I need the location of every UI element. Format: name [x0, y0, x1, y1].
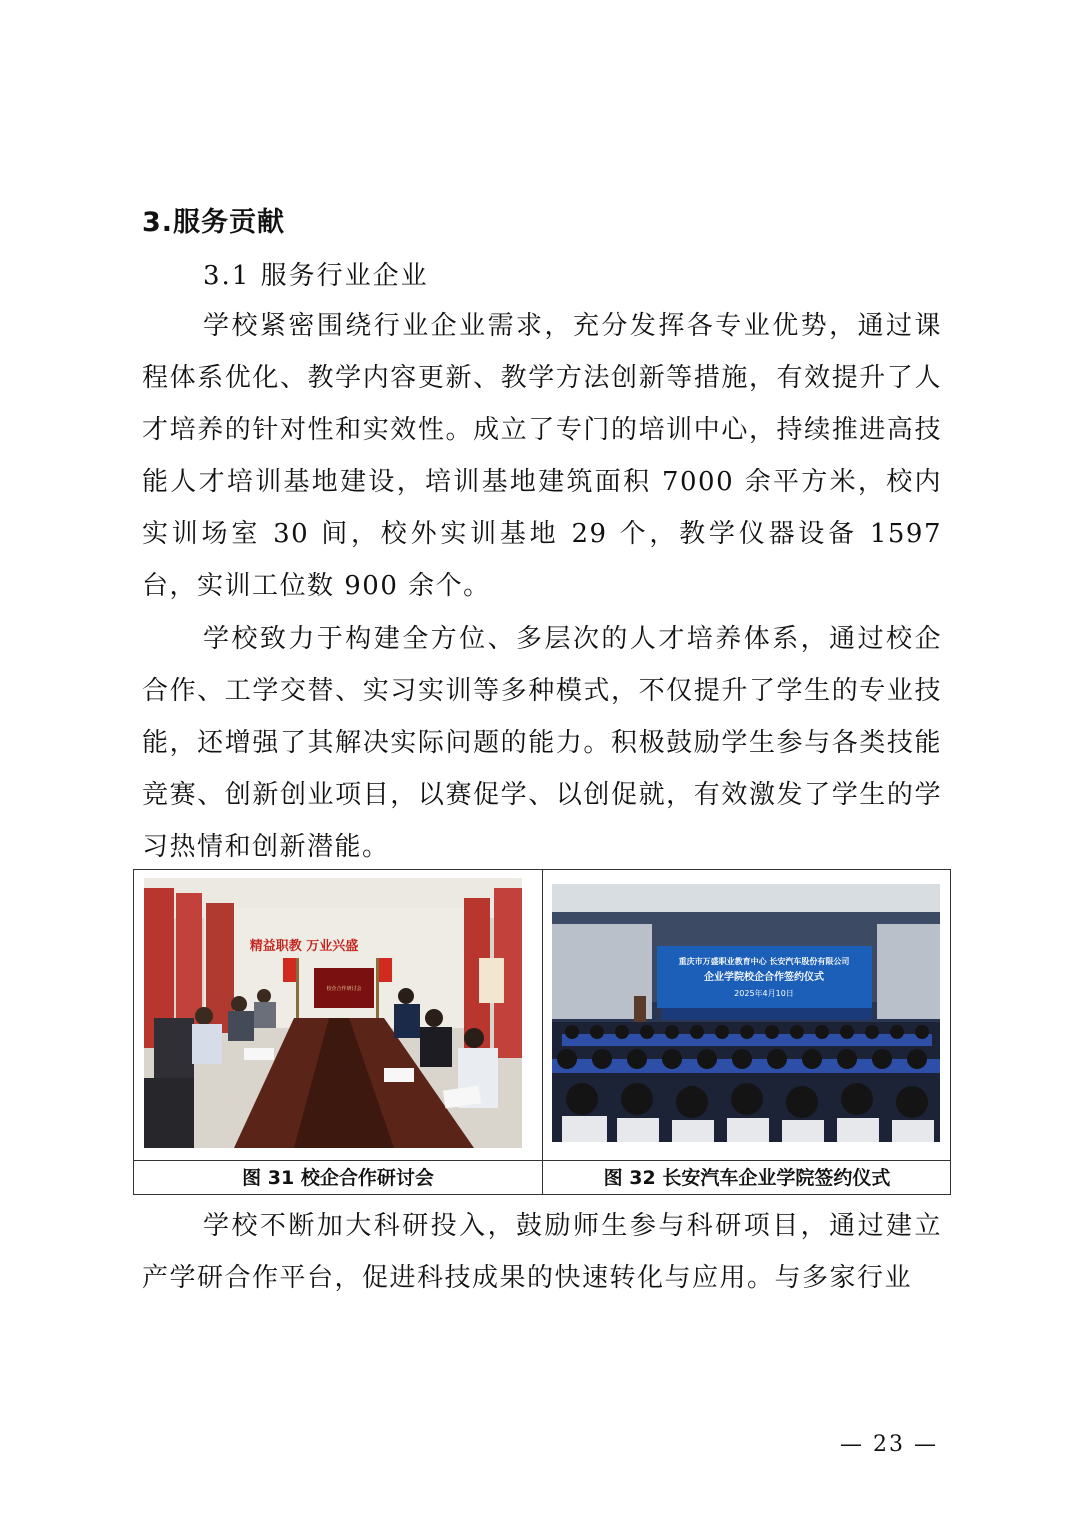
screen-text: 校企合作研讨会: [326, 986, 362, 992]
ceremony-screen-line2: 企业学院校企合作签约仪式: [704, 972, 824, 983]
figure-table: [133, 869, 951, 1195]
subsection-heading: 3.1 服务行业企业: [203, 261, 429, 291]
banner-text: 精益职教 万业兴盛: [249, 939, 359, 954]
ceremony-screen-line1: 重庆市万盛职业教育中心 长安汽车股份有限公司: [678, 957, 850, 966]
ceremony-screen-line3: 2025年4月10日: [734, 989, 794, 998]
paragraph-research: 学校不断加大科研投入，鼓励师生参与科研项目，通过建立产学研合作平台，促进科技成果的快速转化与应用。与多家行业: [142, 1211, 942, 1293]
ceremony-photo: [552, 884, 940, 1142]
paragraph-talent-system: 学校致力于构建全方位、多层次的人才培养体系，通过校企合作、工学交替、实习实训等多种模式，不仅提升了学生的专业技能，还增强了其解决实际问题的能力。积极鼓励学生参与各类技能竞赛、创新创业项目，以赛促学、以创促就，有效激发了学生的学习热情和创新潜能。: [142, 624, 942, 862]
section-heading: 3.服务贡献: [142, 207, 286, 238]
figure-32-caption: 图 32 长安汽车企业学院签约仪式: [603, 1167, 891, 1189]
page-number: — 23 —: [840, 1432, 938, 1457]
paragraph-training-base: 学校紧密围绕行业企业需求，充分发挥各专业优势，通过课程体系优化、教学内容更新、教学方法创新等措施，有效提升了人才培养的针对性和实效性。成立了专门的培训中心，持续推进高技能人才培训基地建设，培训基地建筑面积 7000 余平方米，校内实训场室 30 间，校外实训基地 29 个，教学仪器设备 1597 台，实训工位数 900 余个。: [142, 311, 942, 601]
meeting-photo: [144, 878, 522, 1148]
figure-31-caption: 图 31 校企合作研讨会: [242, 1167, 434, 1189]
table-divider-vertical: [542, 870, 543, 1194]
